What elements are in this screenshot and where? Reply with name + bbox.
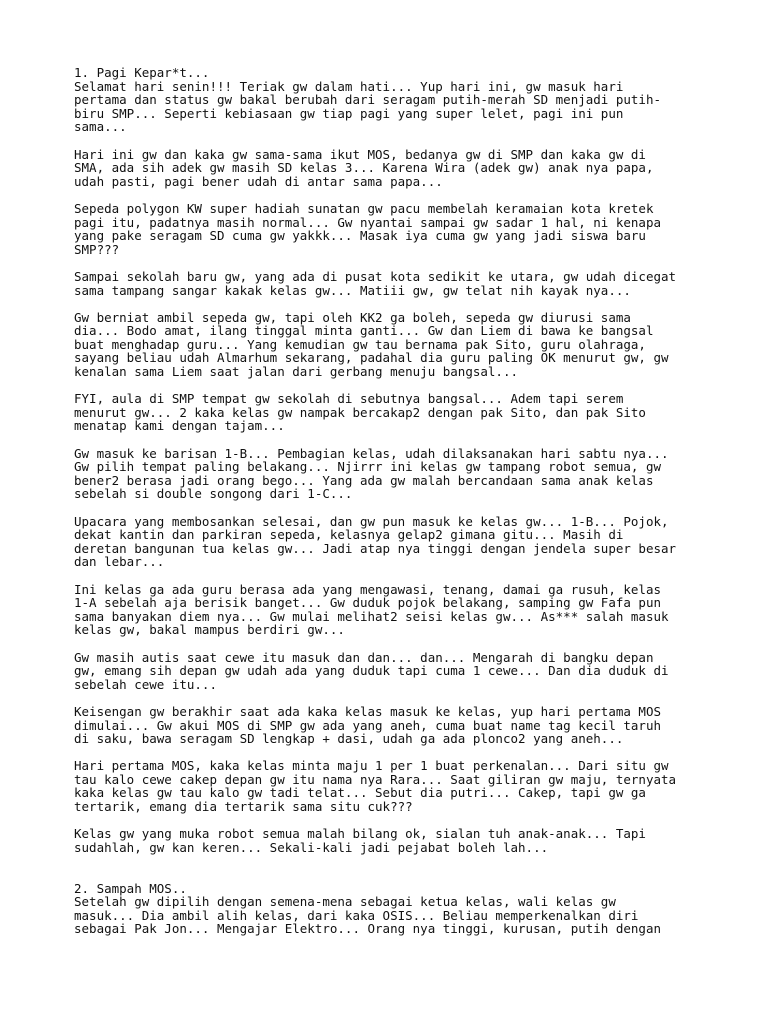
paragraph-line: Selamat hari senin!!! Teriak gw dalam hati... Yup hari ini, gw masuk hari [74,78,624,94]
paragraph-line: FYI, aula di SMP tempat gw sekolah di sebutnya bangsal... Adem tapi serem [74,391,624,407]
paragraph-line: tau kalo cewe cakep depan gw itu nama nya Rara... Saat giliran gw maju, ternyata [74,771,677,787]
paragraph-spacer [74,297,714,311]
paragraph-line: Sampai sekolah baru gw, yang ada di pusat kota sedikit ke utara, gw udah dicegat [74,268,677,284]
paragraph-line: sama... [74,119,127,135]
paragraph-spacer [74,433,714,447]
document-page [74,66,714,936]
paragraph-line: Keisengan gw berakhir saat ada kaka kelas masuk ke kelas, yup hari pertama MOS [74,703,661,719]
paragraph-line: yang pake seragam SD cuma gw yakkk... Masak iya cuma gw yang jadi siswa baru [74,228,646,244]
paragraph-line: deretan bangunan tua kelas gw... Jadi atap nya tinggi dengan jendela super besar [74,540,677,556]
paragraph-spacer [74,379,714,393]
paragraph-line: SMA, ada sih adek gw masih SD kelas 3... Karena Wira (adek gw) anak nya papa, [74,160,654,176]
paragraph-line: kenalan sama Liem saat jalan dari gerbang menuju bangsal... [74,364,519,380]
paragraph-spacer [74,746,714,760]
paragraph-line: Setelah gw dipilih dengan semena-mena sebagai ketua kelas, wali kelas gw [74,894,616,910]
section-heading: 1. Pagi Kepar*t... [74,65,210,80]
paragraph-line: sayang beliau udah Almarhum sekarang, padahal dia guru paling OK menurut gw, gw [74,350,669,366]
paragraph-line: buat menghadap guru... Yang kemudian gw tau bernama pak Sito, guru olahraga, [74,336,646,352]
paragraph-line: gw, emang sih depan gw udah ada yang duduk tapi cuma 1 cewe... Dan dia duduk di [74,663,669,679]
paragraph-line: menatap kami dengan tajam... [74,418,285,434]
paragraph-line: pagi itu, padatnya masih normal... Gw nyantai sampai gw sadar 1 hal, ni kenapa [74,214,661,230]
section-spacer [74,868,714,882]
paragraph-line: masuk... Dia ambil alih kelas, dari kaka OSIS... Beliau memperkenalkan diri [74,907,639,923]
paragraph-line: sebelah si double songong dari 1-C... [74,486,353,502]
paragraph-line: Gw pilih tempat paling belakang... Njirrr ini kelas gw tampang robot semua, gw [74,459,661,475]
paragraph-spacer [74,814,714,828]
paragraph-spacer [74,134,714,148]
paragraph-line: 1-A sebelah aja berisik banget... Gw duduk pojok belakang, samping gw Fafa pun [74,595,661,611]
paragraph-line: Kelas gw yang muka robot semua malah bilang ok, sialan tuh anak-anak... Tapi [74,826,646,842]
paragraph-line: Hari ini gw dan kaka gw sama-sama ikut MOS, bedanya gw di SMP dan kaka gw di [74,146,646,162]
paragraph-line: Gw masuk ke barisan 1-B... Pembagian kelas, udah dilaksanakan hari sabtu nya... [74,445,669,461]
paragraph-line: kelas gw, bakal mampus berdiri gw... [74,622,345,638]
paragraph-line: tertarik, emang dia tertarik sama situ cuk??? [74,799,413,815]
paragraph-line: sebagai Pak Jon... Mengajar Elektro... Orang nya tinggi, kurusan, putih dengan [74,921,661,937]
paragraph-line: menurut gw... 2 kaka kelas gw nampak bercakap2 dengan pak Sito, dan pak Sito [74,404,646,420]
paragraph-spacer [74,691,714,705]
paragraph-spacer [74,569,714,583]
paragraph-line: Hari pertama MOS, kaka kelas minta maju 1 per 1 buat perkenalan... Dari situ gw [74,758,669,774]
paragraph-line: sama banyakan diem nya... Gw mulai melihat2 seisi kelas gw... As*** salah masuk [74,608,669,624]
paragraph-line: di saku, bawa seragam SD lengkap + dasi, udah ga ada ploncо2 yang aneh... [74,731,624,747]
paragraph-line: Gw masih autis saat cewe itu masuk dan dan... dan... Mengarah di bangku depan [74,649,654,665]
paragraph-line: dimulai... Gw akui MOS di SMP gw ada yang aneh, cuma buat name tag kecil taruh [74,717,661,733]
paragraph-spacer [74,637,714,651]
section-spacer [74,854,714,868]
paragraph-line: pertama dan status gw bakal berubah dari seragam putih-merah SD menjadi putih- [74,92,661,108]
paragraph-line: dia... Bodo amat, ilang tinggal minta ganti... Gw dan Liem di bawa ke bangsal [74,323,654,339]
paragraph-line: sebelah cewe itu... [74,676,217,692]
paragraph-spacer [74,501,714,515]
paragraph-line: SMP??? [74,241,120,257]
paragraph-line: bener2 berasa jadi orang bego... Yang ada gw malah bercandaan sama anak kelas [74,472,654,488]
paragraph-line: biru SMP... Seperti kebiasaan gw tiap pagi yang super lelet, pagi ini pun [74,105,624,121]
paragraph-line: Ini kelas ga ada guru berasa ada yang mengawasi, tenang, damai ga rusuh, kelas [74,581,661,597]
section-heading: 2. Sampah MOS.. [74,880,187,896]
paragraph-line: kaka kelas gw tau kalo gw tadi telat... Sebut dia putri... Cakep, tapi gw ga [74,785,646,801]
paragraph-line: udah pasti, pagi bener udah di antar sama papa... [74,173,443,189]
paragraph-spacer [74,256,714,270]
paragraph-line: sama tampang sangar kakak kelas gw... Matiii gw, gw telat nih kayak nya... [74,282,631,298]
paragraph-line: sudahlah, gw kan keren... Sekali-kali jadi pejabat boleh lah... [74,839,549,855]
paragraph-line: Upacara yang membosankan selesai, dan gw pun masuk ke kelas gw... 1-B... Pojok, [74,513,669,529]
paragraph-line: dekat kantin dan parkiran sepeda, kelasnya gelap2 gimana gitu... Masih di [74,527,624,543]
paragraph-line: dan lebar... [74,554,165,570]
paragraph-line: Gw berniat ambil sepeda gw, tapi oleh KK2 ga boleh, sepeda gw diurusi sama [74,309,631,325]
paragraph-spacer [74,188,714,202]
paragraph-line: Sepeda polygon KW super hadiah sunatan gw pacu membelah keramaian kota kretek [74,200,654,216]
